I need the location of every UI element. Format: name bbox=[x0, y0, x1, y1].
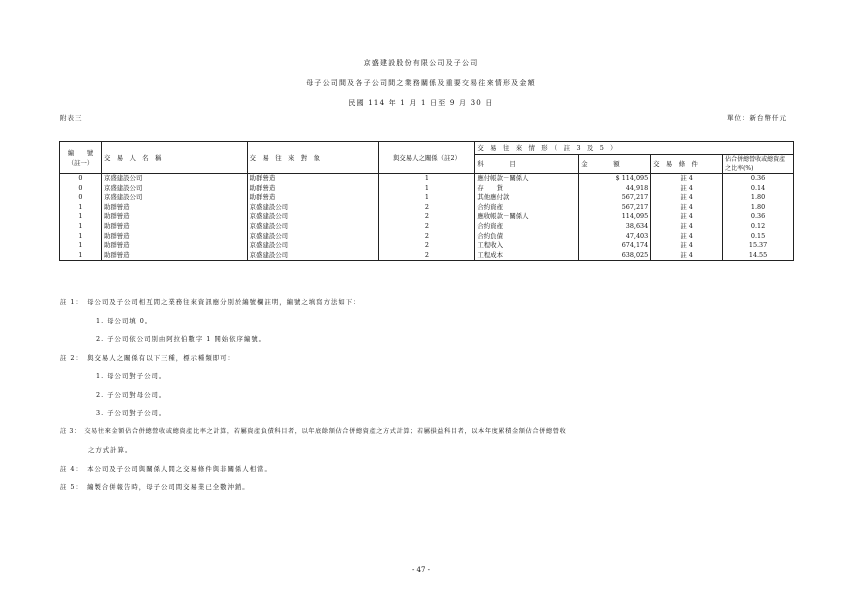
row-counterparty: 京盛建設公司 bbox=[247, 203, 379, 213]
row-no: 1 bbox=[60, 241, 102, 251]
row-item: 工程收入 bbox=[475, 241, 579, 251]
note-2-item-2: 2. 子公司對母公司。 bbox=[96, 390, 167, 399]
row-amount: 114,095 bbox=[579, 212, 651, 222]
header-counterparty: 交 易 往 來 對 象 bbox=[247, 142, 379, 174]
row-no: 0 bbox=[60, 184, 102, 194]
row-relation: 2 bbox=[379, 222, 475, 232]
row-ratio: 14.55 bbox=[723, 251, 794, 261]
row-counterparty: 京盛建設公司 bbox=[247, 241, 379, 251]
row-amount: 38,634 bbox=[579, 222, 651, 232]
row-terms: 註 4 bbox=[651, 232, 723, 242]
row-party: 京盛建設公司 bbox=[101, 193, 247, 203]
row-relation: 1 bbox=[379, 184, 475, 194]
row-terms: 註 4 bbox=[651, 251, 723, 261]
header-ratio: 佔合併總營收或總資產之比率(%) bbox=[723, 155, 794, 174]
row-item: 合約負債 bbox=[475, 232, 579, 242]
note-3-cont: 之方式計算。 bbox=[88, 446, 133, 454]
row-amount: 567,217 bbox=[579, 193, 651, 203]
header-party: 交 易 人 名 稱 bbox=[101, 142, 247, 174]
row-terms: 註 4 bbox=[651, 193, 723, 203]
row-ratio: 0.14 bbox=[723, 184, 794, 194]
row-item: 合約資產 bbox=[475, 203, 579, 213]
row-party: 助群營造 bbox=[101, 222, 247, 232]
annex-label: 附表三 bbox=[60, 114, 83, 122]
row-item: 存 貨 bbox=[475, 184, 579, 194]
note-2-item-1: 1. 母公司對子公司。 bbox=[96, 372, 167, 380]
header-amount: 金 額 bbox=[579, 155, 651, 174]
row-no: 1 bbox=[60, 212, 102, 222]
row-terms: 註 4 bbox=[651, 184, 723, 194]
footnotes bbox=[60, 293, 566, 497]
row-counterparty: 京盛建設公司 bbox=[247, 251, 379, 261]
table-row bbox=[60, 184, 794, 194]
row-party: 助群營造 bbox=[101, 251, 247, 261]
report-period: 民國 114 年 1 月 1 日至 9 月 30 日 bbox=[348, 99, 494, 107]
row-ratio: 0.36 bbox=[723, 212, 794, 222]
row-item: 其他應付款 bbox=[475, 193, 579, 203]
row-no: 0 bbox=[60, 193, 102, 203]
row-party: 助群營造 bbox=[101, 232, 247, 242]
row-amount: 47,403 bbox=[579, 232, 651, 242]
row-amount: 674,174 bbox=[579, 241, 651, 251]
row-relation: 1 bbox=[379, 193, 475, 203]
note-1-item-1: 1. 母公司填 0。 bbox=[96, 316, 153, 325]
note-4: 註 4： 本公司及子公司與關係人間之交易條件與非關係人相當。 bbox=[60, 464, 272, 473]
row-ratio: 0.15 bbox=[723, 232, 794, 242]
row-item: 應付帳款－關係人 bbox=[475, 174, 579, 184]
company-title: 京盛建設股份有限公司及子公司 bbox=[363, 59, 479, 67]
row-amount: 638,025 bbox=[579, 251, 651, 261]
row-relation: 2 bbox=[379, 251, 475, 261]
note-1-item-2: 2. 子公司依公司別由阿拉伯數字 1 開始依序編號。 bbox=[96, 335, 267, 343]
row-terms: 註 4 bbox=[651, 174, 723, 184]
row-party: 助群營造 bbox=[101, 203, 247, 213]
table-row bbox=[60, 193, 794, 203]
row-no: 1 bbox=[60, 251, 102, 261]
row-amount: 44,918 bbox=[579, 184, 651, 194]
table-row bbox=[60, 203, 794, 213]
row-terms: 註 4 bbox=[651, 212, 723, 222]
report-subtitle: 母子公司間及各子公司間之業務關係及重要交易往來情形及金額 bbox=[306, 79, 536, 87]
row-party: 助群營造 bbox=[101, 241, 247, 251]
row-counterparty: 京盛建設公司 bbox=[247, 222, 379, 232]
header-no: 編 號（註一） bbox=[60, 142, 102, 174]
row-item: 應收帳款－關係人 bbox=[475, 212, 579, 222]
note-5: 註 5： 編製合併報告時，母子公司間交易業已全數沖銷。 bbox=[60, 483, 250, 491]
table-row bbox=[60, 222, 794, 232]
note-1: 註 1： 母公司及子公司相互間之業務往來資訊應分別於編號欄註明，編號之填寫方法如下： bbox=[60, 298, 361, 306]
row-party: 京盛建設公司 bbox=[101, 174, 247, 184]
row-counterparty: 助群營造 bbox=[247, 184, 379, 194]
row-counterparty: 京盛建設公司 bbox=[247, 212, 379, 222]
row-terms: 註 4 bbox=[651, 203, 723, 213]
row-relation: 2 bbox=[379, 203, 475, 213]
row-counterparty: 助群營造 bbox=[247, 174, 379, 184]
row-ratio: 15.37 bbox=[723, 241, 794, 251]
row-item: 工程成本 bbox=[475, 251, 579, 261]
row-amount: 567,217 bbox=[579, 203, 651, 213]
header-item: 科 目 bbox=[475, 155, 579, 174]
row-no: 1 bbox=[60, 203, 102, 213]
note-3: 註 3： 交易往來金額佔合併總營收或總資產比率之計算，若屬資產負債科目者，以年底餘額佔合併總資產之方式計算；若屬損益科目者，以本年度累積金額佔合併總營收 bbox=[60, 427, 567, 435]
table-row bbox=[60, 251, 794, 261]
row-counterparty: 京盛建設公司 bbox=[247, 232, 379, 242]
header-terms: 交 易 條 件 bbox=[651, 155, 723, 174]
transactions-table bbox=[59, 141, 794, 261]
row-party: 京盛建設公司 bbox=[101, 184, 247, 194]
row-party: 助群營造 bbox=[101, 212, 247, 222]
row-terms: 註 4 bbox=[651, 241, 723, 251]
page-number: - 47 - bbox=[411, 566, 431, 574]
table-row bbox=[60, 232, 794, 242]
row-ratio: 1.80 bbox=[723, 193, 794, 203]
note-2: 註 2： 與交易人之關係有以下三種，標示種類即可： bbox=[60, 353, 235, 362]
row-relation: 2 bbox=[379, 241, 475, 251]
row-no: 1 bbox=[60, 232, 102, 242]
row-amount: $ 114,095 bbox=[579, 174, 651, 184]
table-row bbox=[60, 212, 794, 222]
row-relation: 1 bbox=[379, 174, 475, 184]
row-terms: 註 4 bbox=[651, 222, 723, 232]
row-ratio: 0.36 bbox=[723, 174, 794, 184]
row-item: 合約資產 bbox=[475, 222, 579, 232]
header-relation: 與交易人之關係（註2） bbox=[379, 142, 475, 174]
row-no: 0 bbox=[60, 174, 102, 184]
table-row bbox=[60, 174, 794, 184]
row-ratio: 1.80 bbox=[723, 203, 794, 213]
row-relation: 2 bbox=[379, 212, 475, 222]
row-counterparty: 助群營造 bbox=[247, 193, 379, 203]
header-transaction-group: 交 易 往 來 情 形 （ 註 3 及 5 ） bbox=[475, 142, 794, 155]
table-row bbox=[60, 241, 794, 251]
row-no: 1 bbox=[60, 222, 102, 232]
note-2-item-3: 3. 子公司對子公司。 bbox=[96, 409, 167, 417]
row-ratio: 0.12 bbox=[723, 222, 794, 232]
row-relation: 2 bbox=[379, 232, 475, 242]
unit-label: 單位：新台幣仟元 bbox=[727, 114, 787, 122]
